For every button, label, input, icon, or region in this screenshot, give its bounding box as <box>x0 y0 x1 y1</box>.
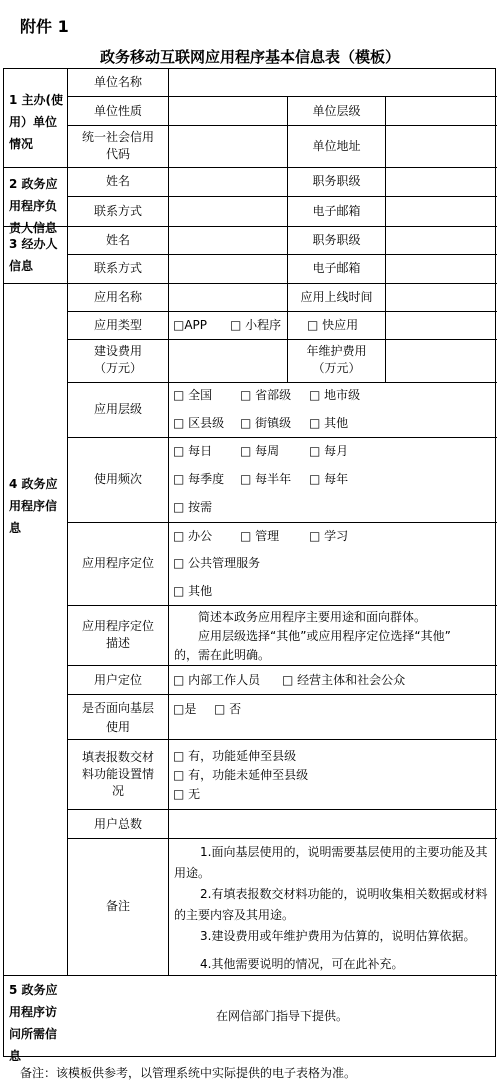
grassroots-yes-option[interactable]: □是 <box>173 702 197 716</box>
freq-halfyear-option[interactable]: □ 每半年 <box>240 472 292 486</box>
build-cost-label: 建设费用 （万元） <box>93 344 142 375</box>
annual-cost-label: 年维护费用 （万元） <box>306 344 367 375</box>
form-title: 政务移动互联网应用程序基本信息表（模板） <box>99 48 400 66</box>
freq-ondemand-option[interactable]: □ 按需 <box>173 500 213 514</box>
section-2-label: 2 政务应 用程序负 责人信息 <box>9 177 58 235</box>
pos-office-option[interactable]: □ 办公 <box>173 529 213 543</box>
section-3-label: 3 经办人 信息 <box>9 237 58 273</box>
pos-manage-option[interactable]: □ 管理 <box>240 529 280 543</box>
remark-3: 3.建设费用或年维护费用为估算的，说明估算依据。 <box>200 929 476 943</box>
unit-address-label: 单位地址 <box>312 139 361 153</box>
app-level-label: 应用层级 <box>93 402 142 416</box>
freq-daily-option[interactable]: □ 每日 <box>173 444 213 458</box>
handler-position-label: 职务职级 <box>312 233 361 247</box>
desc-line-2: 应用层级选择“其他”或应用程序定位选择“其他” <box>198 629 451 643</box>
leader-position-label: 职务职级 <box>312 174 361 188</box>
grassroots-label: 是否面向基层 使用 <box>81 701 154 734</box>
unit-name-label: 单位名称 <box>93 75 142 89</box>
report-county-option[interactable]: □ 有，功能延伸至县级 <box>173 749 297 763</box>
credit-code-label: 统一社会信用 代码 <box>81 130 154 161</box>
app-type-label: 应用类型 <box>93 318 142 332</box>
level-national-option[interactable]: □ 全国 <box>173 388 213 402</box>
appendix-label: 附件 1 <box>20 17 69 36</box>
handler-contact-label: 联系方式 <box>93 261 142 275</box>
unit-nature-label: 单位性质 <box>93 104 142 118</box>
remark-1: 1.面向基层使用的，说明需要基层使用的主要功能及其用途。 <box>174 845 488 880</box>
section-1-label: 1 主办(使 用）单位 情况 <box>9 93 64 151</box>
info-table <box>3 68 496 1063</box>
level-other-option[interactable]: □ 其他 <box>309 416 349 430</box>
pos-other-option[interactable]: □ 其他 <box>173 584 213 598</box>
unit-level-label: 单位层级 <box>312 104 361 118</box>
app-type-quickapp-option[interactable]: □ 快应用 <box>307 318 359 332</box>
level-city-option[interactable]: □ 地市级 <box>309 388 361 402</box>
user-positioning-label: 用户定位 <box>93 673 142 687</box>
pos-study-option[interactable]: □ 学习 <box>309 529 349 543</box>
positioning-desc-label: 应用程序定位 描述 <box>81 619 154 650</box>
handler-email-label: 电子邮箱 <box>312 261 361 275</box>
grassroots-no-option[interactable]: □ 否 <box>214 702 242 716</box>
launch-time-label: 应用上线时间 <box>300 290 373 304</box>
leader-name-label: 姓名 <box>105 174 130 188</box>
level-town-option[interactable]: □ 街镇级 <box>240 416 292 430</box>
access-info-text: 在网信部门指导下提供。 <box>215 1009 348 1023</box>
footnote: 备注：该模板供参考，以管理系统中实际提供的电子表格为准。 <box>20 1066 357 1080</box>
handler-name-label: 姓名 <box>105 233 130 247</box>
user-public-option[interactable]: □ 经营主体和社会公众 <box>282 673 406 687</box>
section-5-label: 5 政务应 用程序访 问所需信 息 <box>9 983 58 1063</box>
frequency-label: 使用频次 <box>93 472 142 486</box>
app-name-label: 应用名称 <box>93 290 142 304</box>
remark-4: 4.其他需要说明的情况，可在此补充。 <box>200 957 404 971</box>
user-internal-option[interactable]: □ 内部工作人员 <box>173 673 261 687</box>
pos-public-service-option[interactable]: □ 公共管理服务 <box>173 556 261 570</box>
section-4-label: 4 政务应 用程序信 息 <box>9 477 58 535</box>
remark-2: 2.有填表报数交材料功能的，说明收集相关数据或材料的主要内容及其用途。 <box>174 887 488 922</box>
app-type-app-option[interactable]: □APP <box>173 318 208 332</box>
freq-yearly-option[interactable]: □ 每年 <box>309 472 349 486</box>
desc-line-3: 的，需在此明确。 <box>174 648 271 662</box>
total-users-label: 用户总数 <box>93 817 142 831</box>
remarks-label: 备注 <box>105 899 130 913</box>
report-function-label: 填表报数交材 料功能设置情 况 <box>81 750 154 798</box>
freq-weekly-option[interactable]: □ 每周 <box>240 444 280 458</box>
leader-email-label: 电子邮箱 <box>312 204 361 218</box>
freq-quarterly-option[interactable]: □ 每季度 <box>173 472 225 486</box>
level-province-option[interactable]: □ 省部级 <box>240 388 292 402</box>
leader-contact-label: 联系方式 <box>93 204 142 218</box>
desc-line-1: 简述本政务应用程序主要用途和面向群体。 <box>198 610 427 624</box>
level-county-option[interactable]: □ 区县级 <box>173 416 225 430</box>
positioning-label: 应用程序定位 <box>81 556 154 570</box>
report-none-option[interactable]: □ 无 <box>173 787 201 801</box>
freq-monthly-option[interactable]: □ 每月 <box>309 444 349 458</box>
app-type-miniprogram-option[interactable]: □ 小程序 <box>230 318 282 332</box>
report-noncounty-option[interactable]: □ 有，功能未延伸至县级 <box>173 768 309 782</box>
